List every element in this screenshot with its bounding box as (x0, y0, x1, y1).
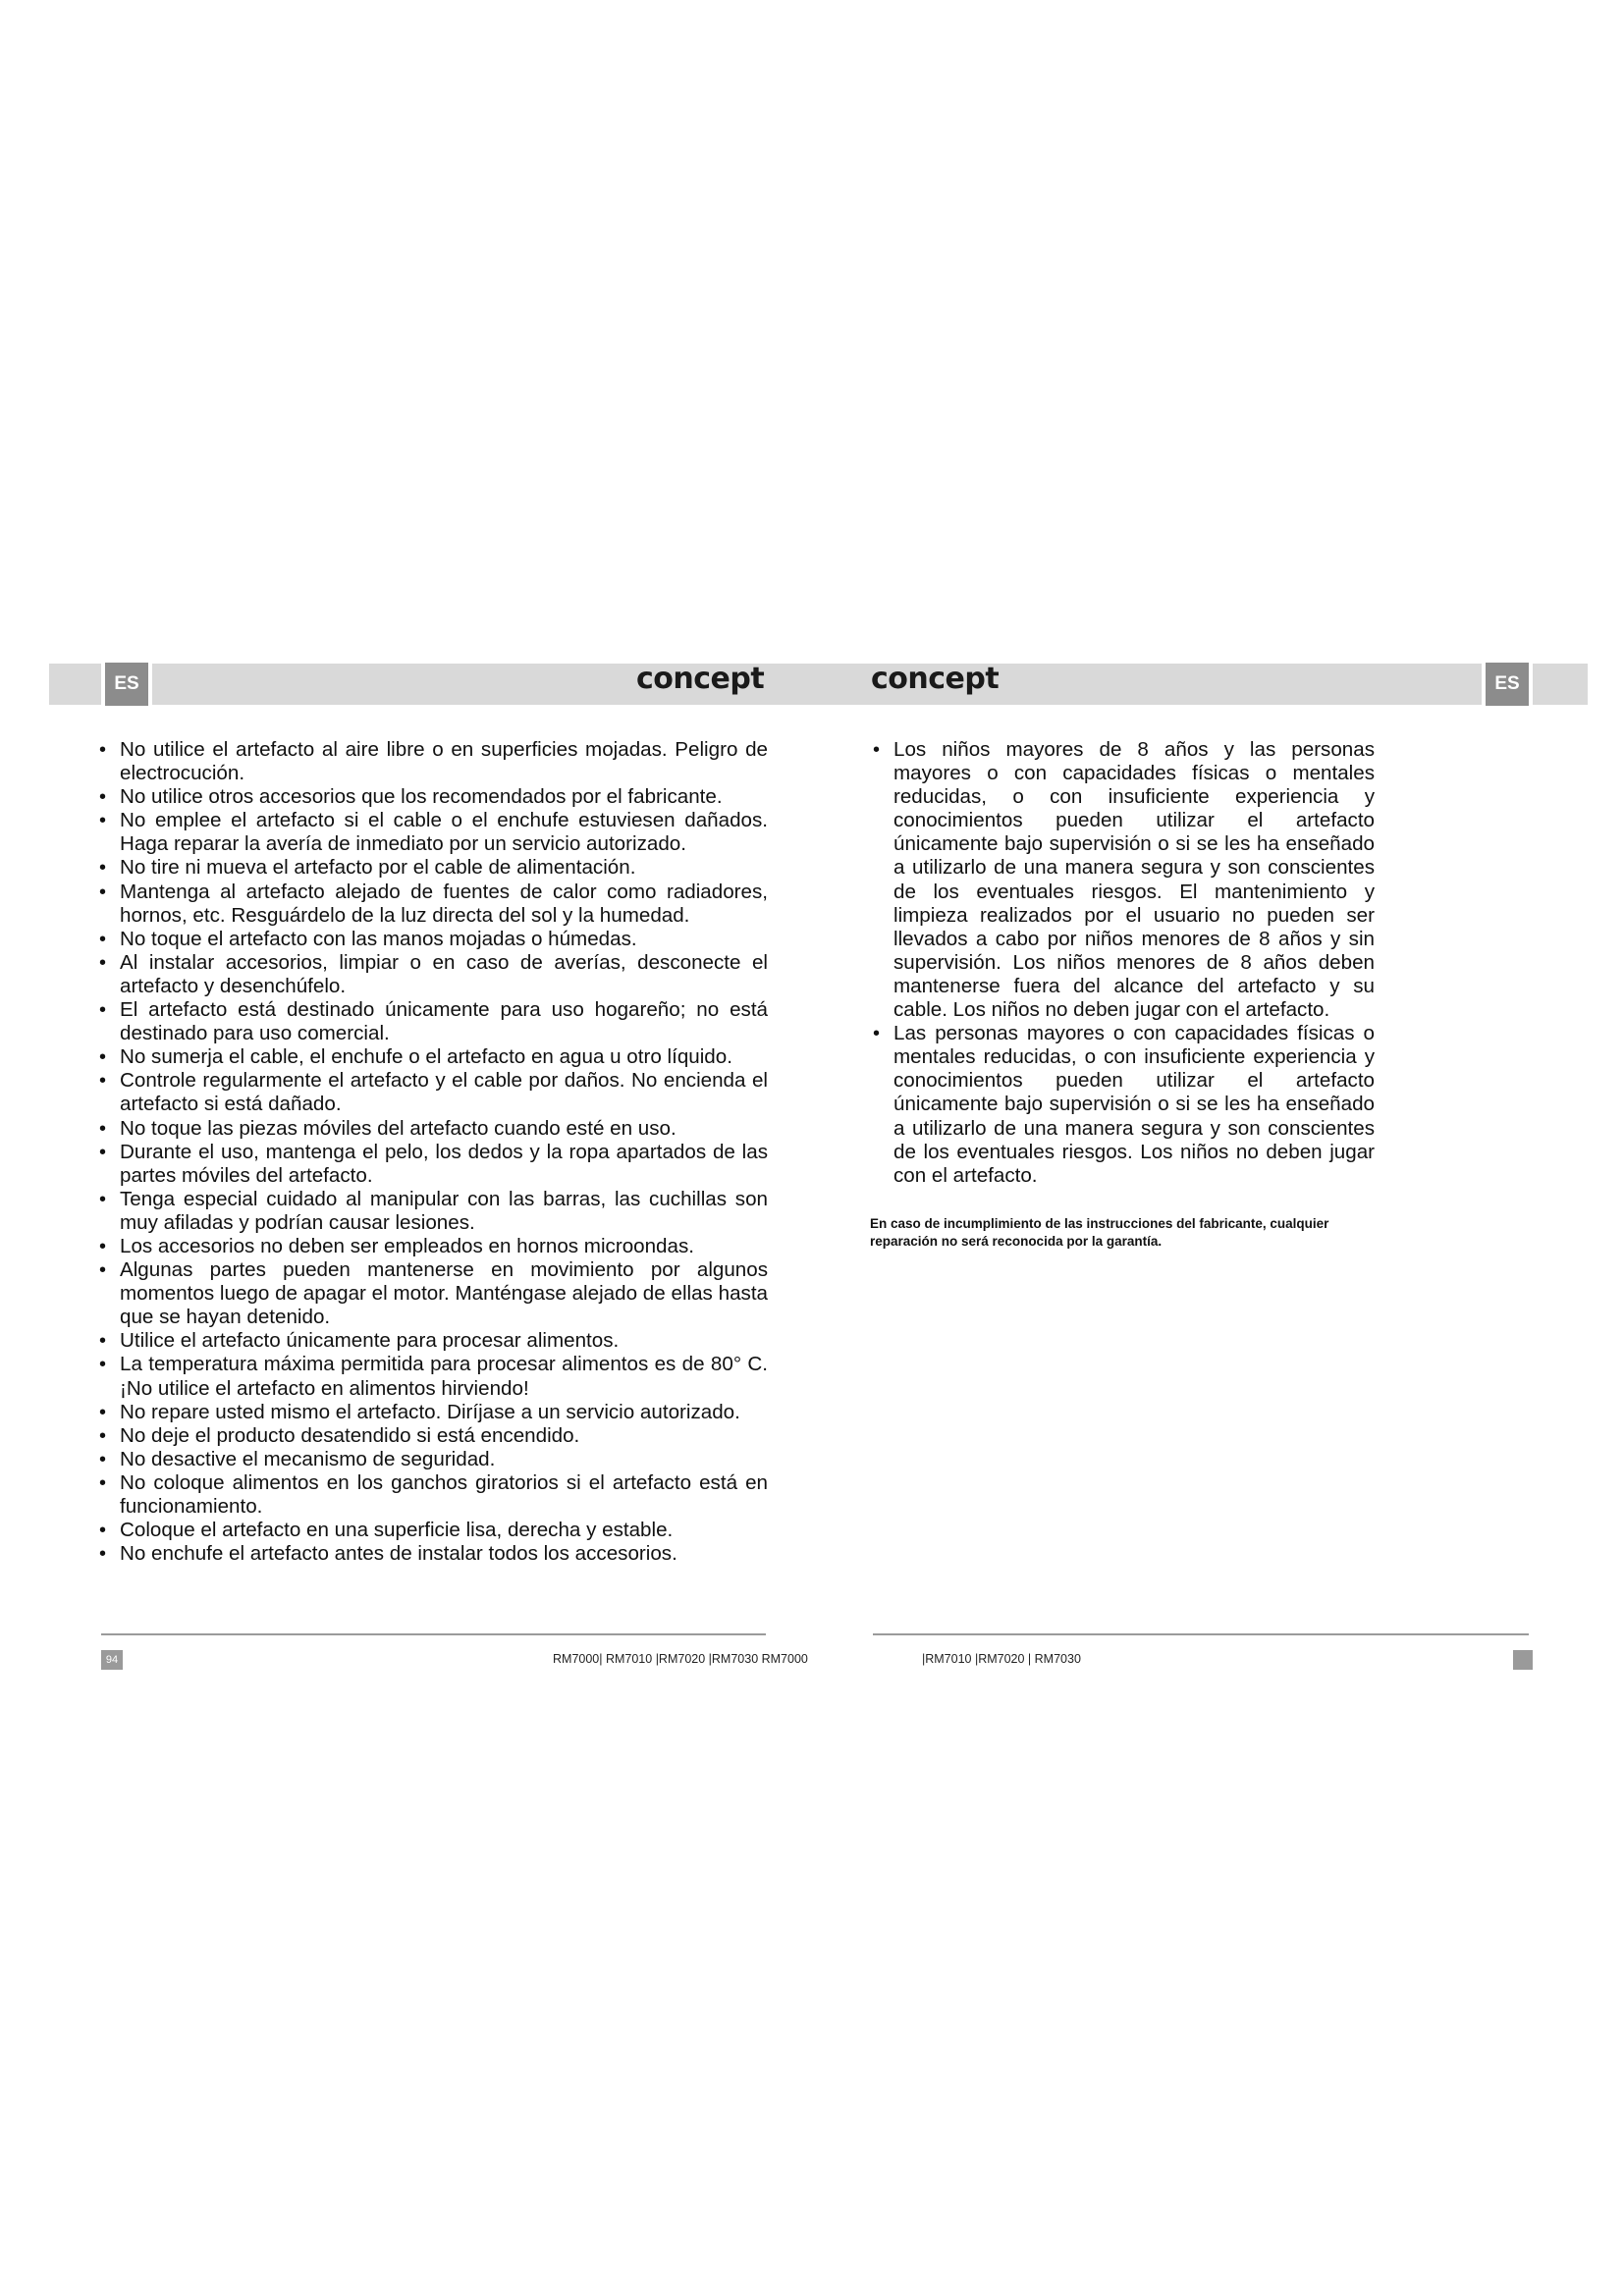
list-item: • Los accesorios no deben ser empleados en hornos microondas. (96, 1235, 768, 1258)
list-item: • Al instalar accesorios, limpiar o en caso de averías, desconecte el artefacto y desenchúfelo. (96, 951, 768, 998)
list-item: • No sumerja el cable, el enchufe o el artefacto en agua u otro líquido. (96, 1045, 768, 1069)
list-item: • No desactive el mecanismo de seguridad. (96, 1448, 768, 1471)
footer-rule-left (101, 1633, 766, 1635)
safety-instructions-left (96, 738, 768, 1566)
list-item: • No emplee el artefacto si el cable o el enchufe estuviesen dañados. Haga reparar la avería de inmediato por un servicio autorizado. (96, 809, 768, 856)
model-numbers-right: |RM7010 |RM7020 | RM7030 (922, 1652, 1081, 1666)
safety-instructions-right (870, 738, 1375, 1263)
list-item: • Durante el uso, mantenga el pelo, los dedos y la ropa apartados de las partes móviles del artefacto. (96, 1141, 768, 1188)
list-item: • No enchufe el artefacto antes de instalar todos los accesorios. (96, 1542, 768, 1566)
list-item: • No deje el producto desatendido si está encendido. (96, 1424, 768, 1448)
language-badge-right: ES (1482, 663, 1533, 706)
brand-logo-right: concept (871, 662, 1000, 696)
list-item: • No coloque alimentos en los ganchos giratorios si el artefacto está en funcionamiento. (96, 1471, 768, 1519)
list-item: • Mantenga al artefacto alejado de fuentes de calor como radiadores, hornos, etc. Resguárdelo de la luz directa del sol y la humedad. (96, 881, 768, 928)
list-item: • Utilice el artefacto únicamente para procesar alimentos. (96, 1329, 768, 1353)
page-number: 94 (101, 1650, 123, 1670)
list-item: • No repare usted mismo el artefacto. Diríjase a un servicio autorizado. (96, 1401, 768, 1424)
list-item: • No utilice otros accesorios que los recomendados por el fabricante. (96, 785, 768, 809)
list-item: • Controle regularmente el artefacto y el cable por daños. No encienda el artefacto si está dañado. (96, 1069, 768, 1116)
list-item: • No utilice el artefacto al aire libre o en superficies mojadas. Peligro de electrocución. (96, 738, 768, 785)
model-numbers-left: RM7000| RM7010 |RM7020 |RM7030 RM7000 (553, 1652, 808, 1666)
bullet-list-left (96, 738, 768, 1566)
list-item: • No toque el artefacto con las manos mojadas o húmedas. (96, 928, 768, 951)
list-item: • Algunas partes pueden mantenerse en movimiento por algunos momentos luego de apagar el motor. Manténgase alejado de ellas hasta que se hayan detenido. (96, 1258, 768, 1329)
list-item: • No tire ni mueva el artefacto por el cable de alimentación. (96, 856, 768, 880)
right-page (812, 0, 1624, 2296)
warranty-note: En caso de incumplimiento de las instrucciones del fabricante, cualquier reparación no será reconocida por la garantía. (870, 1215, 1329, 1249)
list-item: • No toque las piezas móviles del artefacto cuando esté en uso. (96, 1117, 768, 1141)
language-badge-left: ES (101, 663, 152, 706)
list-item: • Coloque el artefacto en una superficie lisa, derecha y estable. (96, 1519, 768, 1542)
list-item: • Las personas mayores o con capacidades físicas o mentales reducidas, o con insuficiente experiencia y conocimientos pueden utilizar el artefacto únicamente bajo supervisión o si se les ha enseñado a utilizarlo de una manera segura y son conscientes de los eventuales riesgos. Los niños no deben jugar con el artefacto. (870, 1022, 1375, 1188)
brand-logo-left: concept (636, 662, 765, 696)
page-corner-marker (1513, 1650, 1533, 1670)
list-item: • La temperatura máxima permitida para procesar alimentos es de 80° C. ¡No utilice el artefacto en alimentos hirviendo! (96, 1353, 768, 1400)
list-item: • Tenga especial cuidado al manipular con las barras, las cuchillas son muy afiladas y podrían causar lesiones. (96, 1188, 768, 1235)
list-item: • Los niños mayores de 8 años y las personas mayores o con capacidades físicas o mentales reducidas, o con insuficiente experiencia y conocimientos pueden utilizar el artefacto únicamente bajo supervisión o si se les ha enseñado a utilizarlo de una manera segura y son conscientes de los eventuales riesgos. El mantenimiento y limpieza realizados por el usuario no pueden ser llevados a cabo por niños menores de 8 años y sin supervisión. Los niños menores de 8 años deben mantenerse fuera del alcance del artefacto y su cable. Los niños no deben jugar con el artefacto. (870, 738, 1375, 1022)
list-item: • El artefacto está destinado únicamente para uso hogareño; no está destinado para uso comercial. (96, 998, 768, 1045)
bullet-list-right (870, 738, 1375, 1188)
footer-rule-right (873, 1633, 1529, 1635)
